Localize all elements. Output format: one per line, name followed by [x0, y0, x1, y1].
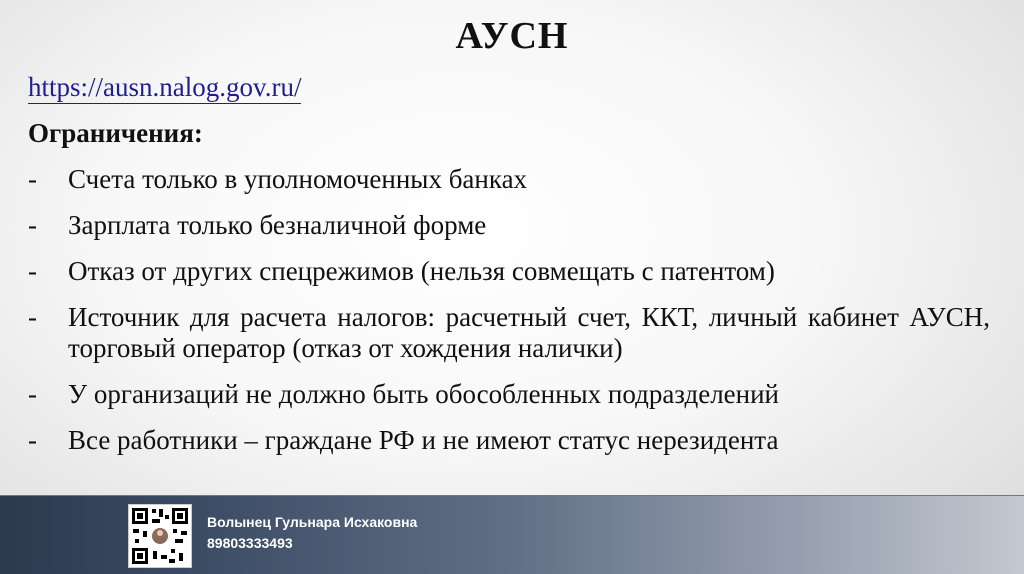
- slide-title: АУСН: [455, 15, 569, 57]
- bullet-dash: -: [28, 302, 37, 332]
- list-item: [28, 256, 990, 287]
- bullet-dash: -: [28, 256, 37, 286]
- bullet-dash: -: [28, 379, 37, 409]
- list-item: [28, 425, 990, 456]
- list-item: [28, 302, 990, 364]
- restrictions-heading: Ограничения:: [28, 118, 203, 148]
- qr-code-icon: [128, 504, 192, 568]
- list-item-text: Отказ от других спецрежимов (нельзя совмещать с патентом): [68, 256, 775, 286]
- list-item-text: Все работники – граждане РФ и не имеют статус нерезидента: [68, 425, 779, 455]
- author-phone: 89803333493: [207, 535, 293, 551]
- list-item-text: У организаций не должно быть обособленных подразделений: [68, 379, 780, 409]
- ausn-link[interactable]: https://ausn.nalog.gov.ru/: [28, 72, 302, 102]
- list-item-text: Источник для расчета налогов: расчетный счет, ККТ, личный кабинет АУСН, торговый оператор (отказ от хождения налички): [68, 302, 990, 363]
- bullet-dash: -: [28, 425, 37, 455]
- bullet-dash: -: [28, 164, 37, 194]
- bullet-dash: -: [28, 210, 37, 240]
- author-info: [207, 512, 417, 554]
- list-item: [28, 164, 990, 195]
- author-name: Волынец Гульнара Исхаковна: [207, 514, 418, 530]
- restrictions-list: [28, 164, 990, 471]
- list-item-text: Счета только в уполномоченных банках: [68, 164, 528, 194]
- list-item: [28, 379, 990, 410]
- footer-bar: [0, 495, 1024, 574]
- list-item-text: Зарплата только безналичной форме: [68, 210, 487, 240]
- list-item: [28, 210, 990, 241]
